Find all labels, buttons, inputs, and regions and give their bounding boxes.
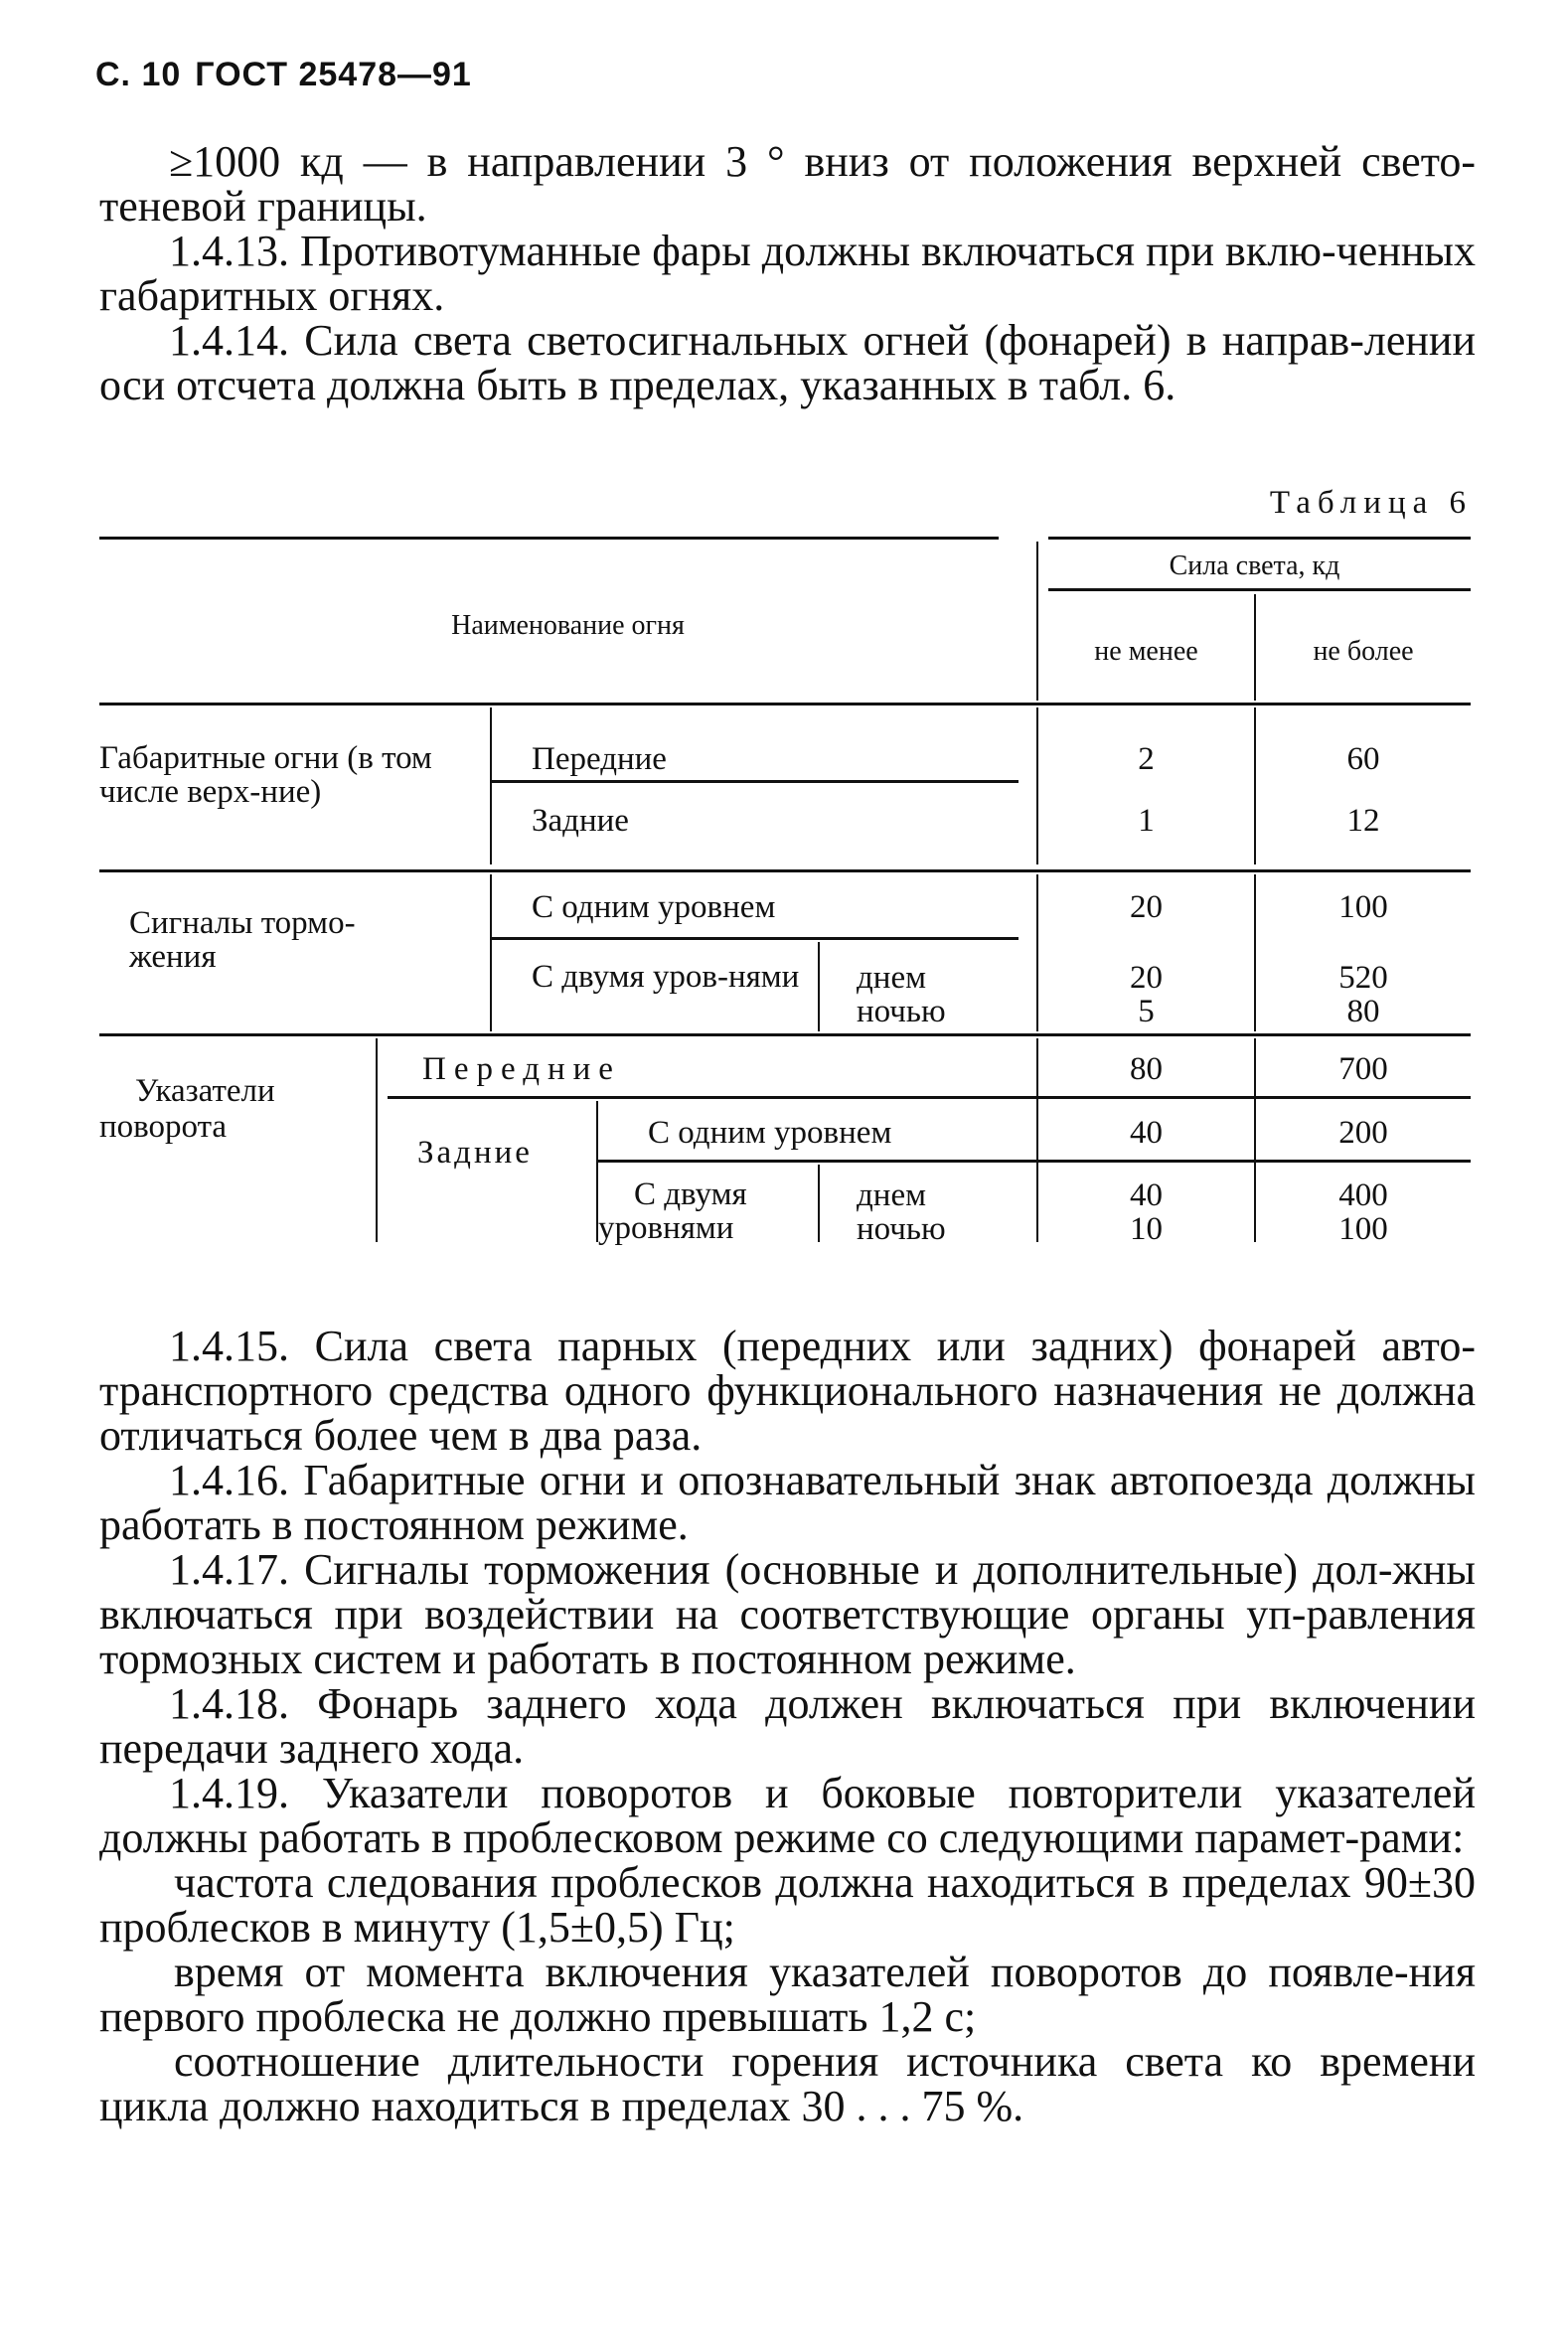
col-divider bbox=[1036, 874, 1038, 1031]
col-header-name: Наименование огня bbox=[451, 610, 685, 641]
paragraph: ≥1000 кд — в направлении 3 ° вниз от положения верхней свето-теневой границы. bbox=[99, 137, 1476, 231]
cell-min: 2 bbox=[1138, 741, 1155, 777]
cell-max: 80 bbox=[1346, 994, 1380, 1029]
standard-number: ГОСТ 25478—91 bbox=[195, 56, 472, 93]
paragraph: время от момента включения указателей поворотов до появле-ния первого проблеска не должно превышать 1,2 с; bbox=[99, 1948, 1476, 2041]
row-label: С двумя уровнями bbox=[598, 1176, 747, 1246]
col-divider bbox=[818, 942, 820, 1031]
col-divider bbox=[1254, 707, 1256, 864]
page-number: С. 10 bbox=[95, 56, 182, 93]
row-label: Передние bbox=[532, 741, 667, 777]
col-divider bbox=[490, 874, 492, 1031]
col-header-min: не менее bbox=[1094, 636, 1198, 667]
cell-max: 520 bbox=[1338, 960, 1388, 996]
paragraph: 1.4.13. Противотуманные фары должны включаться при вклю-ченных габаритных огнях. bbox=[99, 227, 1476, 320]
col-divider bbox=[1254, 1038, 1256, 1242]
cell-max: 700 bbox=[1338, 1051, 1388, 1087]
col-divider bbox=[490, 707, 492, 864]
period-day: днем bbox=[857, 1177, 926, 1213]
row-label: С двумя уров-нями bbox=[532, 959, 800, 995]
group-name: Габаритные огни (в том числе верх-ние) bbox=[99, 740, 432, 810]
table-top-rule bbox=[99, 537, 999, 540]
header-rule bbox=[99, 703, 1471, 705]
cell-min: 40 bbox=[1130, 1177, 1163, 1213]
cell-max: 60 bbox=[1346, 741, 1380, 777]
rule bbox=[388, 1096, 1471, 1099]
rule bbox=[492, 937, 1019, 940]
col-divider bbox=[1036, 707, 1038, 864]
col-header-group: Сила света, кд bbox=[1169, 550, 1340, 581]
rule bbox=[492, 780, 1019, 783]
paragraph: частота следования проблесков должна находиться в пределах 90±30 проблесков в минуту (1,5±0,5) Гц; bbox=[99, 1858, 1476, 1952]
bottom-text bbox=[99, 1324, 1476, 2128]
group-rule bbox=[99, 1033, 1471, 1036]
paragraph: соотношение длительности горения источника света ко времени цикла должно находиться в пределах 30 . . . 75 %. bbox=[99, 2037, 1476, 2130]
col-divider bbox=[1036, 1038, 1038, 1242]
group-rule bbox=[99, 869, 1471, 872]
group-name: Сигналы тормо-жения bbox=[129, 905, 356, 975]
paragraph: 1.4.19. Указатели поворотов и боковые повторители указателей должны работать в проблесковом режиме со следующими парамет-рами: bbox=[99, 1769, 1476, 1862]
col-divider bbox=[1254, 594, 1256, 701]
paragraph: 1.4.17. Сигналы торможения (основные и дополнительные) дол-жны включаться при воздействии на соответствующие органы уп-равления тормозных систем и работать в постоянном режиме. bbox=[99, 1545, 1476, 1683]
rule bbox=[596, 1160, 1471, 1163]
cell-min: 10 bbox=[1130, 1211, 1163, 1247]
cell-max: 100 bbox=[1338, 889, 1388, 925]
row-label: Передние bbox=[422, 1051, 621, 1087]
col-divider bbox=[596, 1101, 598, 1242]
cell-max: 200 bbox=[1338, 1115, 1388, 1151]
cell-min: 1 bbox=[1138, 803, 1155, 839]
row-label: С одним уровнем bbox=[532, 889, 776, 925]
row-label: Задние bbox=[417, 1135, 533, 1171]
paragraph: 1.4.16. Габаритные огни и опознавательный знак автопоезда должны работать в постоянном режиме. bbox=[99, 1456, 1476, 1549]
col-divider bbox=[1036, 542, 1038, 701]
col-divider bbox=[818, 1165, 820, 1242]
row-label: С одним уровнем bbox=[648, 1115, 892, 1151]
top-text bbox=[99, 139, 1476, 407]
col-header-max: не более bbox=[1313, 636, 1414, 667]
period-night: ночью bbox=[857, 1211, 946, 1247]
col-divider bbox=[1254, 874, 1256, 1031]
cell-max: 100 bbox=[1338, 1211, 1388, 1247]
rule bbox=[1048, 588, 1471, 591]
cell-min: 40 bbox=[1130, 1115, 1163, 1151]
paragraph: 1.4.15. Сила света парных (передних или задних) фонарей авто-транспортного средства одного функционального назначения не должна отличаться более чем в два раза. bbox=[99, 1322, 1476, 1460]
row-label: Задние bbox=[532, 803, 629, 839]
paragraph: 1.4.18. Фонарь заднего хода должен включаться при включении передачи заднего хода. bbox=[99, 1679, 1476, 1773]
cell-max: 12 bbox=[1346, 803, 1380, 839]
table-top-rule bbox=[1048, 537, 1471, 540]
cell-min: 20 bbox=[1130, 960, 1163, 996]
period-day: днем bbox=[857, 960, 926, 996]
paragraph: 1.4.14. Сила света светосигнальных огней (фонарей) в направ-лении оси отсчета должна быть в пределах, указанных в табл. 6. bbox=[99, 316, 1476, 409]
group-name: Указатели поворота bbox=[99, 1073, 275, 1145]
cell-min: 80 bbox=[1130, 1051, 1163, 1087]
table-caption: Таблица 6 bbox=[1269, 485, 1473, 521]
cell-min: 20 bbox=[1130, 889, 1163, 925]
cell-min: 5 bbox=[1138, 994, 1155, 1029]
col-divider bbox=[376, 1038, 378, 1242]
period-night: ночью bbox=[857, 994, 946, 1029]
cell-max: 400 bbox=[1338, 1177, 1388, 1213]
page-header bbox=[95, 56, 472, 94]
